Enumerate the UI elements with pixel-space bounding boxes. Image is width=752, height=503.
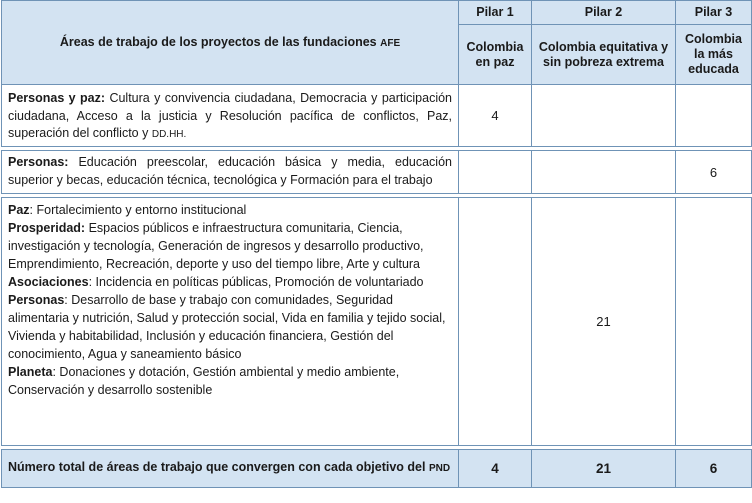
row-pilar1-value [459, 151, 532, 194]
row-label: Personas [8, 293, 65, 307]
row-text: : Desarrollo de base y trabajo con comunidades, Seguridad alimentaria y nutrición, Salud y protección social, Vida en familia y tejido social, Vivienda y habitabilidad, Inclusión y educación financiera, Gestión del conocimiento, Agua y saneamiento básico [8, 293, 446, 361]
row-pilar2-value [532, 85, 676, 147]
total-pilar1-value: 4 [459, 450, 532, 488]
total-label-text: Número total de áreas de trabajo que convergen con cada objetivo del [8, 460, 426, 474]
total-label-abbr: PND [428, 463, 451, 474]
row-label: Paz [8, 203, 30, 217]
row-label: Planeta [8, 365, 53, 379]
header-areas-title-text: Áreas de trabajo de los proyectos de las fundaciones [59, 34, 377, 49]
row-text: : Fortalecimiento y entorno institucional [29, 203, 247, 217]
row-text: Educación preescolar, educación básica y media, educación superior y becas, educación técnica, tecnológica y Formación para el trabajo [8, 155, 452, 187]
table-row [2, 85, 752, 147]
header-pilar1-sub: Colombia en paz [459, 25, 532, 85]
total-label [2, 450, 459, 488]
row-text: Espacios públicos e infraestructura comunitaria, Ciencia, investigación y tecnología, Generación de ingresos y desarrollo productivo, Emprendimiento, Recreación, deporte y uso del tiempo libre, Arte y cultura [8, 221, 424, 271]
row-segment [8, 291, 452, 363]
row-pilar3-value [676, 85, 752, 147]
table-row [2, 198, 752, 446]
row-label: Personas: [8, 155, 69, 169]
table-row [2, 151, 752, 194]
row-pilar3-value: 6 [676, 151, 752, 194]
total-pilar3-value: 6 [676, 450, 752, 488]
fundaciones-table [1, 0, 752, 488]
header-pilar1: Pilar 1 [459, 1, 532, 25]
row-abbr: DD.HH. [151, 129, 187, 140]
header-pilar3-sub: Colombia la más educada [676, 25, 752, 85]
row-text: : Donaciones y dotación, Gestión ambiental y medio ambiente, Conservación y desarrollo sostenible [8, 365, 400, 397]
row-segment [8, 273, 452, 291]
row-segment [8, 219, 452, 273]
row-pilar2-value [532, 151, 676, 194]
row-text: : Incidencia en políticas públicas, Promoción de voluntariado [88, 275, 424, 289]
row-segment [8, 363, 452, 399]
header-areas-title [2, 1, 459, 85]
total-pilar2-value: 21 [532, 450, 676, 488]
row-areas-text [2, 85, 459, 147]
row-label: Asociaciones [8, 275, 89, 289]
row-pilar2-value: 21 [532, 198, 676, 446]
row-pilar3-value [676, 198, 752, 446]
header-areas-abbr: AFE [380, 37, 401, 49]
row-label: Personas y paz: [8, 91, 106, 105]
row-pilar1-value: 4 [459, 85, 532, 147]
row-text: Cultura y convivencia ciudadana, Democracia y participación ciudadana, Acceso a la justicia y Resolución pacífica de conflictos, Paz, superación del conflicto y [8, 91, 452, 140]
header-pilar2: Pilar 2 [532, 1, 676, 25]
row-areas-text [2, 198, 459, 446]
row-pilar1-value [459, 198, 532, 446]
header-pilar3: Pilar 3 [676, 1, 752, 25]
row-segment [8, 201, 452, 219]
row-areas-text [2, 151, 459, 194]
header-pilar2-sub: Colombia equitativa y sin pobreza extrema [532, 25, 676, 85]
row-label: Prosperidad: [8, 221, 86, 235]
total-row [2, 450, 752, 488]
